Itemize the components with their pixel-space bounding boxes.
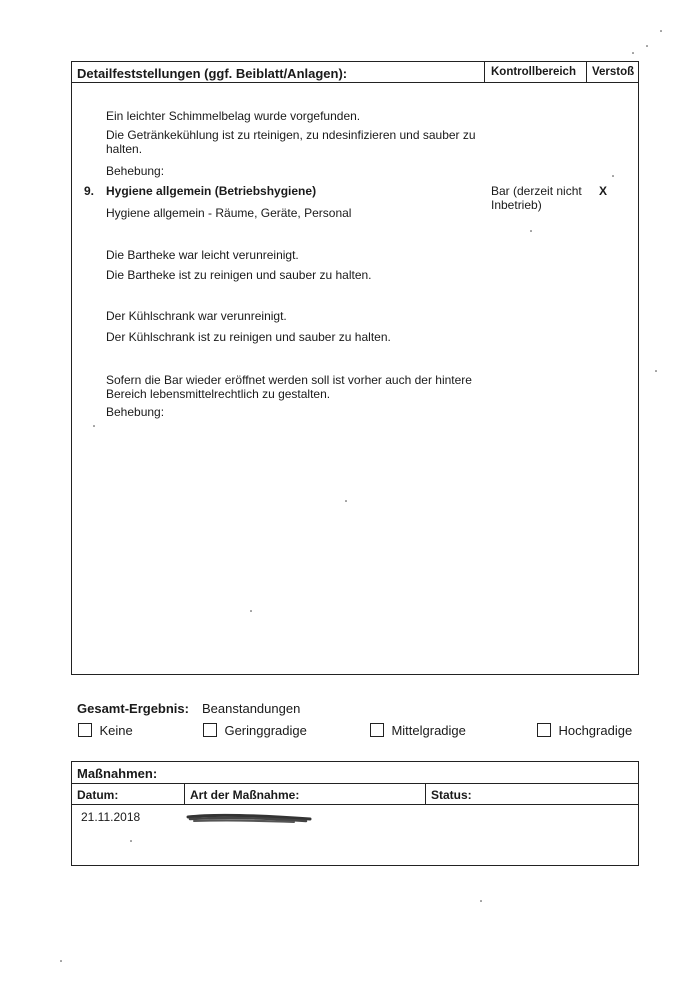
scan-speck <box>93 425 95 427</box>
option-geringgradige[interactable] <box>203 722 307 740</box>
measures-col-type: Art der Maßnahme: <box>190 788 300 802</box>
measure-date: 21.11.2018 <box>81 810 141 824</box>
item-area: Bar (derzeit nicht Inbetrieb) <box>491 184 582 212</box>
option-hochgradige[interactable] <box>537 722 632 740</box>
measures-col-date: Datum: <box>77 788 119 802</box>
measures-col-separator-1 <box>184 783 185 805</box>
remedy-label: Behebung: <box>106 164 165 178</box>
checkbox-hochgradige[interactable] <box>537 723 551 737</box>
item-violation-mark: X <box>599 184 608 198</box>
option-label: Keine <box>99 723 133 738</box>
measures-col-status: Status: <box>431 788 472 802</box>
result-value: Beanstandungen <box>202 701 301 716</box>
checkbox-keine[interactable] <box>78 723 92 737</box>
option-mittelgradige[interactable] <box>370 722 466 740</box>
finding-text: Die Bartheke war leicht verunreinigt. <box>106 248 299 262</box>
scan-speck <box>480 900 482 902</box>
scan-speck <box>632 52 634 54</box>
measures-col-separator-2 <box>425 783 426 805</box>
scan-speck <box>130 840 132 842</box>
header-col-area: Kontrollbereich <box>491 66 576 78</box>
finding-text: Die Getränkekühlung ist zu rteinigen, zu ndesinfizieren und sauber zu halten. <box>106 128 476 156</box>
option-label: Hochgradige <box>558 723 633 738</box>
measures-divider-1 <box>71 783 639 784</box>
finding-text: Sofern die Bar wieder eröffnet werden soll ist vorher auch der hintere Bereich lebensmittelrechtlich zu gestalten. <box>106 373 472 401</box>
item-subtitle: Hygiene allgemein - Räume, Geräte, Personal <box>106 206 352 220</box>
measures-header: Maßnahmen: <box>77 766 158 781</box>
scan-speck <box>530 230 532 232</box>
option-label: Mittelgradige <box>391 723 466 738</box>
option-keine[interactable] <box>78 722 133 740</box>
finding-text: Der Kühlschrank war verunreinigt. <box>106 309 287 323</box>
finding-text: Die Bartheke ist zu reinigen und sauber zu halten. <box>106 268 372 282</box>
result-label: Gesamt-Ergebnis: <box>77 701 189 716</box>
item-title: Hygiene allgemein (Betriebshygiene) <box>106 184 317 198</box>
scan-speck <box>345 500 347 502</box>
option-label: Geringgradige <box>224 723 307 738</box>
redaction-scribble <box>184 809 316 827</box>
scan-speck <box>60 960 62 962</box>
scan-speck <box>250 610 252 612</box>
header-separator-2 <box>586 61 587 83</box>
finding-text: Der Kühlschrank ist zu reinigen und sauber zu halten. <box>106 330 391 344</box>
item-number: 9. <box>84 184 95 198</box>
details-header-divider <box>71 82 639 83</box>
scan-speck <box>646 45 648 47</box>
remedy-label: Behebung: <box>106 405 165 419</box>
finding-text: Ein leichter Schimmelbelag wurde vorgefunden. <box>106 109 361 123</box>
measures-divider-2 <box>71 804 639 805</box>
scan-speck <box>612 175 614 177</box>
checkbox-geringgradige[interactable] <box>203 723 217 737</box>
checkbox-mittelgradige[interactable] <box>370 723 384 737</box>
scan-speck <box>660 30 662 32</box>
header-separator-1 <box>484 61 485 83</box>
details-header-title: Detailfeststellungen (ggf. Beiblatt/Anlagen): <box>77 66 348 81</box>
header-col-violation: Verstoß <box>592 66 635 78</box>
scan-speck <box>655 370 657 372</box>
